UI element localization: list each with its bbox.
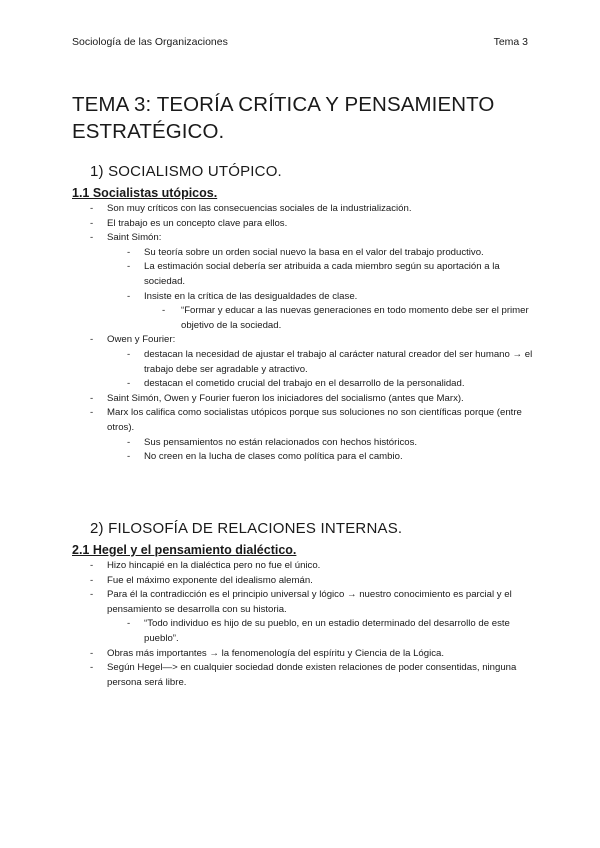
list-item: - Obras más importantes → la fenomenología del espíritu y Ciencia de la Lógica.: [72, 647, 542, 662]
list-item: - “Todo individuo es hijo de su pueblo, en un estadio determinado del desarrollo de este pueblo”.: [72, 617, 542, 646]
list-item: - Hizo hincapié en la dialéctica pero no fue el único.: [72, 559, 542, 574]
section-filosofia: [72, 520, 542, 690]
list-item: - Su teoría sobre un orden social nuevo la basa en el valor del trabajo productivo.: [72, 246, 542, 261]
list-item: - Insiste en la crítica de las desigualdades de clase.: [72, 290, 542, 305]
list-item: - destacan el cometido crucial del trabajo en el desarrollo de la personalidad.: [72, 377, 542, 392]
list-item: - El trabajo es un concepto clave para ellos.: [72, 217, 542, 232]
list-item: - destacan la necesidad de ajustar el trabajo al carácter natural creador del ser humano → el trabajo debe ser agradable y atractivo.: [72, 348, 542, 377]
document-title: TEMA 3: TEORÍA CRÍTICA Y PENSAMIENTO ESTRATÉGICO.: [72, 93, 495, 143]
page-header: [72, 36, 528, 48]
subsection-heading: 1.1 Socialistas utópicos.: [72, 186, 218, 200]
list-item: - No creen en la lucha de clases como política para el cambio.: [72, 450, 542, 465]
list-item: - Owen y Fourier:: [72, 333, 542, 348]
list-item: - Son muy críticos con las consecuencias sociales de la industrialización.: [72, 202, 542, 217]
bullet-list: [72, 202, 542, 465]
list-item: - Sus pensamientos no están relacionados con hechos históricos.: [72, 436, 542, 451]
list-item: - La estimación social debería ser atribuida a cada miembro según su aportación a la sociedad.: [72, 260, 542, 289]
list-item: - Marx los califica como socialistas utópicos porque sus soluciones no son científicas porque (entre otros).: [72, 406, 542, 435]
list-item: - Según Hegel—> en cualquier sociedad donde existen relaciones de poder consentidas, ninguna persona será libre.: [72, 661, 542, 690]
bullet-list: [72, 559, 542, 690]
list-item: - Saint Simón, Owen y Fourier fueron los iniciadores del socialismo (antes que Marx).: [72, 392, 542, 407]
section-socialismo: [72, 163, 542, 465]
list-item: - “Formar y educar a las nuevas generaciones en todo momento debe ser el primer objetivo de la sociedad.: [72, 304, 542, 333]
subsection-heading: 2.1 Hegel y el pensamiento dialéctico.: [72, 543, 297, 557]
header-topic: Tema 3: [493, 36, 528, 48]
list-item: - Fue el máximo exponente del idealismo alemán.: [72, 574, 542, 589]
section-heading: 2) FILOSOFÍA DE RELACIONES INTERNAS.: [90, 520, 403, 537]
section-heading: 1) SOCIALISMO UTÓPICO.: [90, 163, 282, 180]
list-item: - Saint Simón:: [72, 231, 542, 246]
list-item: - Para él la contradicción es el principio universal y lógico → nuestro conocimiento es parcial y el pensamiento se desarrolla con su historia.: [72, 588, 542, 617]
header-course: Sociología de las Organizaciones: [72, 36, 228, 48]
